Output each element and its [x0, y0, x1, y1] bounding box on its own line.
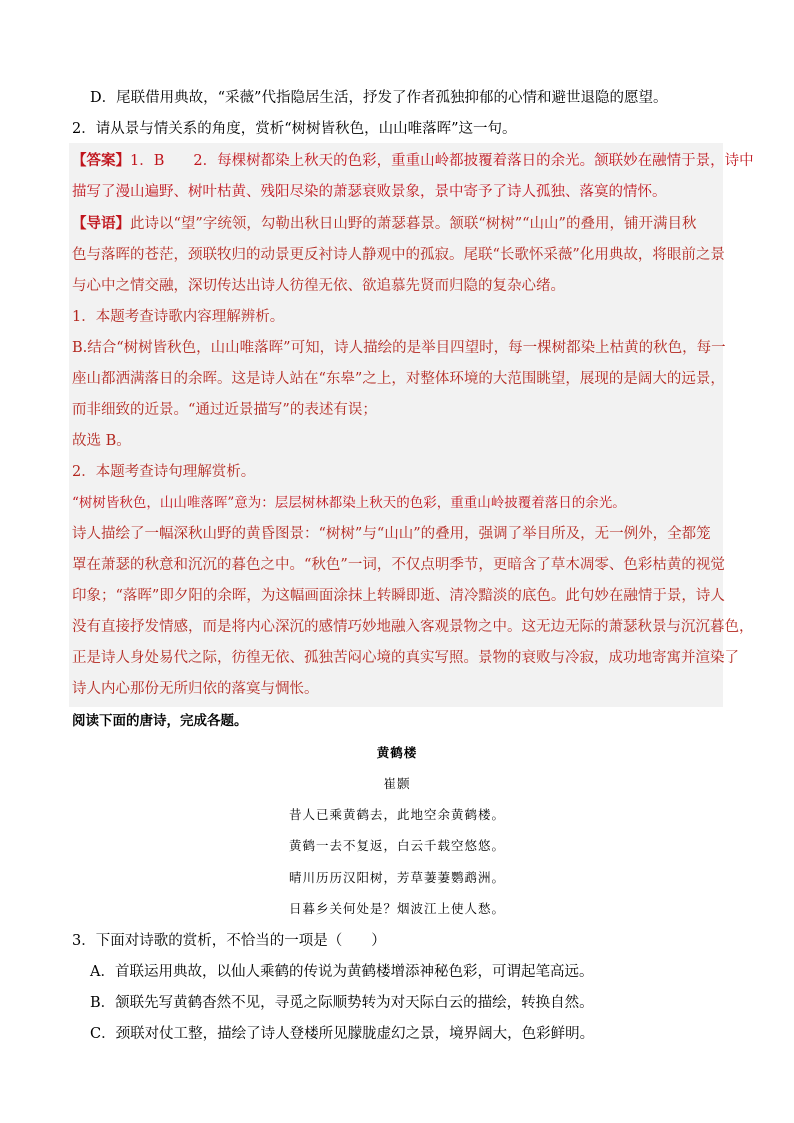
- explanation-2-meaning: “树树皆秋色，山山唯落晖”意为：层层树林都染上秋天的色彩，重重山岭披覆着落日的余光。: [72, 495, 626, 511]
- poem-title: 黄鹤楼: [376, 745, 418, 760]
- explanation-2-para-line-3: 印象；“落晖”即夕阳的余晖，为这幅画面涂抹上转瞬即逝、清冷黯淡的底色。此句妙在融情于景，诗人: [72, 588, 725, 604]
- poem-line: 日暮乡关何处是？烟波江上使人愁。: [288, 901, 505, 916]
- poem-line: 晴川历历汉阳树，芳草萋萋鹦鹉洲。: [288, 870, 505, 885]
- answer-line-2: 描写了漫山遍野、树叶枯黄、残阳尽染的萧瑟衰败景象，景中寄予了诗人孤独、落寞的情怀。: [72, 184, 667, 200]
- explanation-2-para-line-6: 诗人内心那份无所归依的落寞与惆怅。: [72, 681, 319, 697]
- guide-text-1: 此诗以“望”字统领，勾勒出秋日山野的萧瑟暮景。颔联“树树”“山山”的叠用，铺开满目秋: [130, 216, 697, 232]
- explanation-1-title: 1．本题考查诗歌内容理解辨析。: [72, 309, 285, 325]
- question-2: 2．请从景与情关系的角度，赏析“树树皆秋色，山山唯落晖”这一句。: [72, 121, 517, 137]
- explanation-2-title: 2．本题考查诗句理解赏析。: [72, 464, 256, 480]
- answer-line-1: [72, 151, 754, 171]
- explanation-2-para-line-5: 正是诗人身处易代之际，彷徨无依、孤独苦闷心境的真实写照。景物的衰败与冷寂，成功地寄寓并渲染了: [72, 650, 739, 666]
- guide-line-3: 与心中之情交融，深切传达出诗人彷徨无依、欲追慕先贤而归隐的复杂心绪。: [72, 278, 565, 294]
- q1-option-d: D．尾联借用典故，“采薇”代指隐居生活，抒发了作者孤独抑郁的心情和避世退隐的愿望。: [90, 90, 668, 106]
- poem-line: 黄鹤一去不复返，白云千载空悠悠。: [288, 838, 505, 853]
- explanation-2-para-line-2: 罩在萧瑟的秋意和沉沉的暮色之中。“秋色”一词，不仅点明季节，更暗含了草木凋零、色彩枯黄的视觉: [72, 557, 725, 573]
- guide-tag: 【导语】: [72, 215, 130, 232]
- question-3-option-b: B．颔联先写黄鹤杳然不见，寻觅之际顺势转为对天际白云的描绘，转换自然。: [90, 995, 594, 1011]
- poem-author: 崔颢: [383, 776, 411, 791]
- reading-instruction: 阅读下面的唐诗，完成各题。: [72, 713, 248, 729]
- question-3-option-a: A．首联运用典故，以仙人乘鹤的传说为黄鹤楼增添神秘色彩，可谓起笔高远。: [90, 964, 594, 980]
- guide-line-2: 色与落晖的苍茫，颈联牧归的动景更反衬诗人静观中的孤寂。尾联“长歌怀采薇”化用典故，将眼前之景: [72, 247, 725, 263]
- question-3-option-c: C．颈联对仗工整，描绘了诗人登楼所见朦胧虚幻之景，境界阔大，色彩鲜明。: [90, 1026, 595, 1042]
- explanation-1-b-line-2: 座山都洒满落日的余晖。这是诗人站在“东皋”之上，对整体环境的大范围眺望，展现的是阔大的远景，: [72, 371, 725, 387]
- question-3-stem: 3．下面对诗歌的赏析，不恰当的一项是（ ）: [72, 933, 386, 949]
- guide-line-1: [72, 214, 696, 234]
- explanation-1-b-line-3: 而非细致的近景。“通过近景描写”的表述有误；: [72, 402, 377, 418]
- answer-text-1: 1．B 2．每棵树都染上秋天的色彩，重重山岭都披覆着落日的余光。颔联妙在融情于景，诗中: [130, 153, 754, 169]
- poem-line: 昔人已乘黄鹤去，此地空余黄鹤楼。: [288, 807, 505, 822]
- explanation-2-para-line-4: 没有直接抒发情感，而是将内心深沉的感情巧妙地融入客观景物之中。这无边无际的萧瑟秋景与沉沉暮色，: [72, 619, 754, 635]
- answer-tag: 【答案】: [72, 152, 130, 169]
- explanation-1-choice: 故选 B。: [72, 433, 131, 449]
- explanation-1-b-line-1: B.结合“树树皆秋色，山山唯落晖”可知，诗人描绘的是举目四望时，每一棵树都染上枯黄的秋色，每一: [72, 340, 726, 356]
- explanation-2-para-line-1: 诗人描绘了一幅深秋山野的黄昏图景：“树树”与“山山”的叠用，强调了举目所及，无一例外，全都笼: [72, 526, 711, 542]
